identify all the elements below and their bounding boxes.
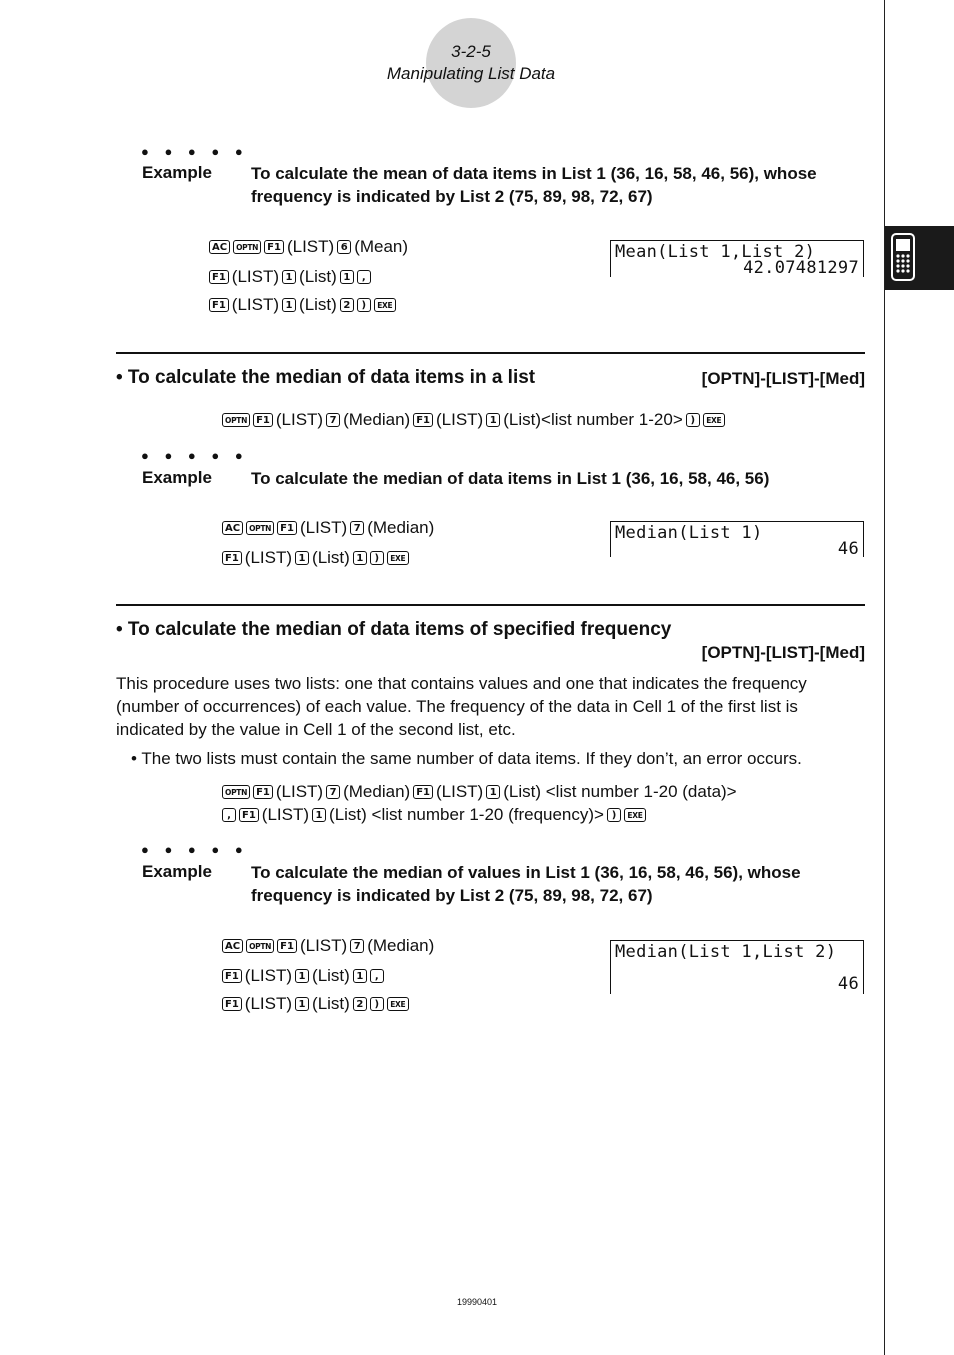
key-caption: (List) [312, 548, 350, 567]
optn-key: OPTN [246, 521, 274, 535]
section-rule [116, 604, 865, 606]
key-caption: (LIST) [286, 237, 335, 256]
example-dots: ● ● ● ● ● [141, 448, 249, 463]
example-3-text: To calculate the median of values in List 1 (36, 16, 58, 46, 56), whose frequency is indicated by List 2 (75, 89, 98, 72, 67) [251, 863, 801, 905]
calculator-screen-3 [610, 940, 864, 994]
f1-key: F1 [239, 808, 259, 822]
screen-expression: Median(List 1) [615, 523, 763, 543]
screen-expression: Mean(List 1,List 2) [615, 242, 816, 262]
keystroke-line [222, 548, 409, 568]
exe-key: EXE [387, 551, 409, 565]
key-caption: (List) [312, 994, 350, 1013]
syntax-line [222, 410, 725, 430]
example-label: Example [142, 862, 212, 881]
optn-key: OPTN [222, 413, 250, 427]
f1-key: F1 [222, 969, 242, 983]
digit-1-key: 1 [295, 551, 309, 565]
f1-key: F1 [277, 521, 297, 535]
key-caption: (List) [299, 295, 337, 314]
key-caption: (List) <list number 1-20 (data)> [503, 782, 737, 801]
ac-key: AC [209, 240, 230, 254]
key-caption: (LIST) [244, 994, 293, 1013]
section-heading: • To calculate the median of data items of specified frequency [116, 619, 672, 640]
exe-key: EXE [703, 413, 725, 427]
key-caption: (LIST) [261, 805, 310, 824]
keystroke-line [222, 518, 434, 538]
example-label: Example [142, 468, 212, 487]
f1-key: F1 [413, 785, 433, 799]
description-paragraph: This procedure uses two lists: one that contains values and one that indicates the frequency (number of occurrences) of each value. The frequency of the data in Cell 1 of the first list is indicated by the value in Cell 1 of the second list, etc. [116, 674, 807, 739]
f1-key: F1 [222, 551, 242, 565]
digit-6-key: 6 [337, 240, 351, 254]
footer-code: 19990401 [456, 1297, 498, 1307]
f1-key: F1 [209, 298, 229, 312]
key-caption: (LIST) [299, 518, 348, 537]
optn-key: OPTN [246, 939, 274, 953]
digit-7-key: 7 [326, 413, 340, 427]
example-2-text: To calculate the median of data items in List 1 (36, 16, 58, 46, 56) [251, 469, 770, 488]
f1-key: F1 [264, 240, 284, 254]
section-title: Manipulating List Data [386, 64, 556, 83]
key-caption: (LIST) [299, 936, 348, 955]
digit-2-key: 2 [353, 997, 367, 1011]
key-caption: (List) [299, 267, 337, 286]
digit-2-key: 2 [340, 298, 354, 312]
screen-expression: Median(List 1,List 2) [615, 942, 837, 962]
f1-key: F1 [413, 413, 433, 427]
example-label: Example [142, 163, 212, 182]
f1-key: F1 [209, 270, 229, 284]
calculator-screen-2 [610, 521, 864, 557]
optn-key: OPTN [222, 785, 250, 799]
ac-key: AC [222, 939, 243, 953]
menu-path: [OPTN]-[LIST]-[Med] [701, 369, 865, 388]
key-caption: (List) <list number 1-20 (frequency)> [329, 805, 604, 824]
digit-1-key: 1 [353, 969, 367, 983]
exe-key: EXE [374, 298, 396, 312]
digit-1-key: 1 [295, 997, 309, 1011]
syntax-line [222, 782, 737, 802]
keystroke-line [222, 966, 384, 986]
key-caption: (LIST) [231, 267, 280, 286]
example-dots: ● ● ● ● ● [141, 144, 249, 159]
section-rule [116, 352, 865, 354]
digit-7-key: 7 [326, 785, 340, 799]
note-bullet: • The two lists must contain the same number of data items. If they don’t, an error occurs. [131, 749, 802, 768]
digit-1-key: 1 [282, 298, 296, 312]
digit-1-key: 1 [353, 551, 367, 565]
key-caption: (LIST) [244, 548, 293, 567]
key-caption: (List)<list number 1-20> [503, 410, 683, 429]
menu-path: [OPTN]-[LIST]-[Med] [701, 643, 865, 662]
key-caption: (Median) [367, 518, 435, 537]
key-caption: (LIST) [244, 966, 293, 985]
rparen-key: ) [686, 413, 700, 427]
keystroke-line [209, 295, 396, 315]
key-caption: (LIST) [231, 295, 280, 314]
digit-1-key: 1 [312, 808, 326, 822]
key-caption: (Median) [367, 936, 435, 955]
key-caption: (LIST) [275, 782, 324, 801]
rparen-key: ) [370, 997, 384, 1011]
key-caption: (List) [312, 966, 350, 985]
key-caption: (Mean) [354, 237, 409, 256]
digit-1-key: 1 [486, 785, 500, 799]
comma-key: , [222, 808, 236, 822]
calculator-screen-1 [610, 240, 864, 277]
key-caption: (LIST) [275, 410, 324, 429]
digit-7-key: 7 [350, 521, 364, 535]
example-dots: ● ● ● ● ● [141, 842, 249, 857]
digit-7-key: 7 [350, 939, 364, 953]
chapter-tab [885, 226, 954, 290]
digit-1-key: 1 [282, 270, 296, 284]
digit-1-key: 1 [295, 969, 309, 983]
keystroke-line [222, 936, 434, 956]
key-caption: (LIST) [436, 410, 484, 429]
optn-key: OPTN [233, 240, 261, 254]
calculator-icon [887, 232, 919, 282]
syntax-line [222, 805, 646, 825]
section-number: 3-2-5 [451, 42, 491, 61]
f1-key: F1 [253, 785, 273, 799]
screen-result: 46 [837, 539, 859, 559]
header-circle [426, 18, 516, 108]
digit-1-key: 1 [340, 270, 354, 284]
comma-key: , [357, 270, 371, 284]
screen-result: 46 [837, 974, 859, 994]
keystroke-line [209, 267, 371, 287]
digit-1-key: 1 [486, 413, 500, 427]
rparen-key: ) [370, 551, 384, 565]
margin-line [884, 0, 885, 1355]
exe-key: EXE [624, 808, 646, 822]
ac-key: AC [222, 521, 243, 535]
keystroke-line [222, 994, 409, 1014]
screen-result: 42.07481297 [743, 258, 859, 278]
example-1-text: To calculate the mean of data items in List 1 (36, 16, 58, 46, 56), whose frequency is indicated by List 2 (75, 89, 98, 72, 67) [251, 164, 817, 206]
keystroke-line [209, 237, 408, 257]
f1-key: F1 [222, 997, 242, 1011]
section-heading: • To calculate the median of data items in a list [116, 367, 536, 388]
rparen-key: ) [607, 808, 621, 822]
f1-key: F1 [277, 939, 297, 953]
comma-key: , [370, 969, 384, 983]
key-caption: (Median) [343, 782, 411, 801]
f1-key: F1 [253, 413, 273, 427]
rparen-key: ) [357, 298, 371, 312]
key-caption: (LIST) [436, 782, 484, 801]
key-caption: (Median) [343, 410, 411, 429]
exe-key: EXE [387, 997, 409, 1011]
